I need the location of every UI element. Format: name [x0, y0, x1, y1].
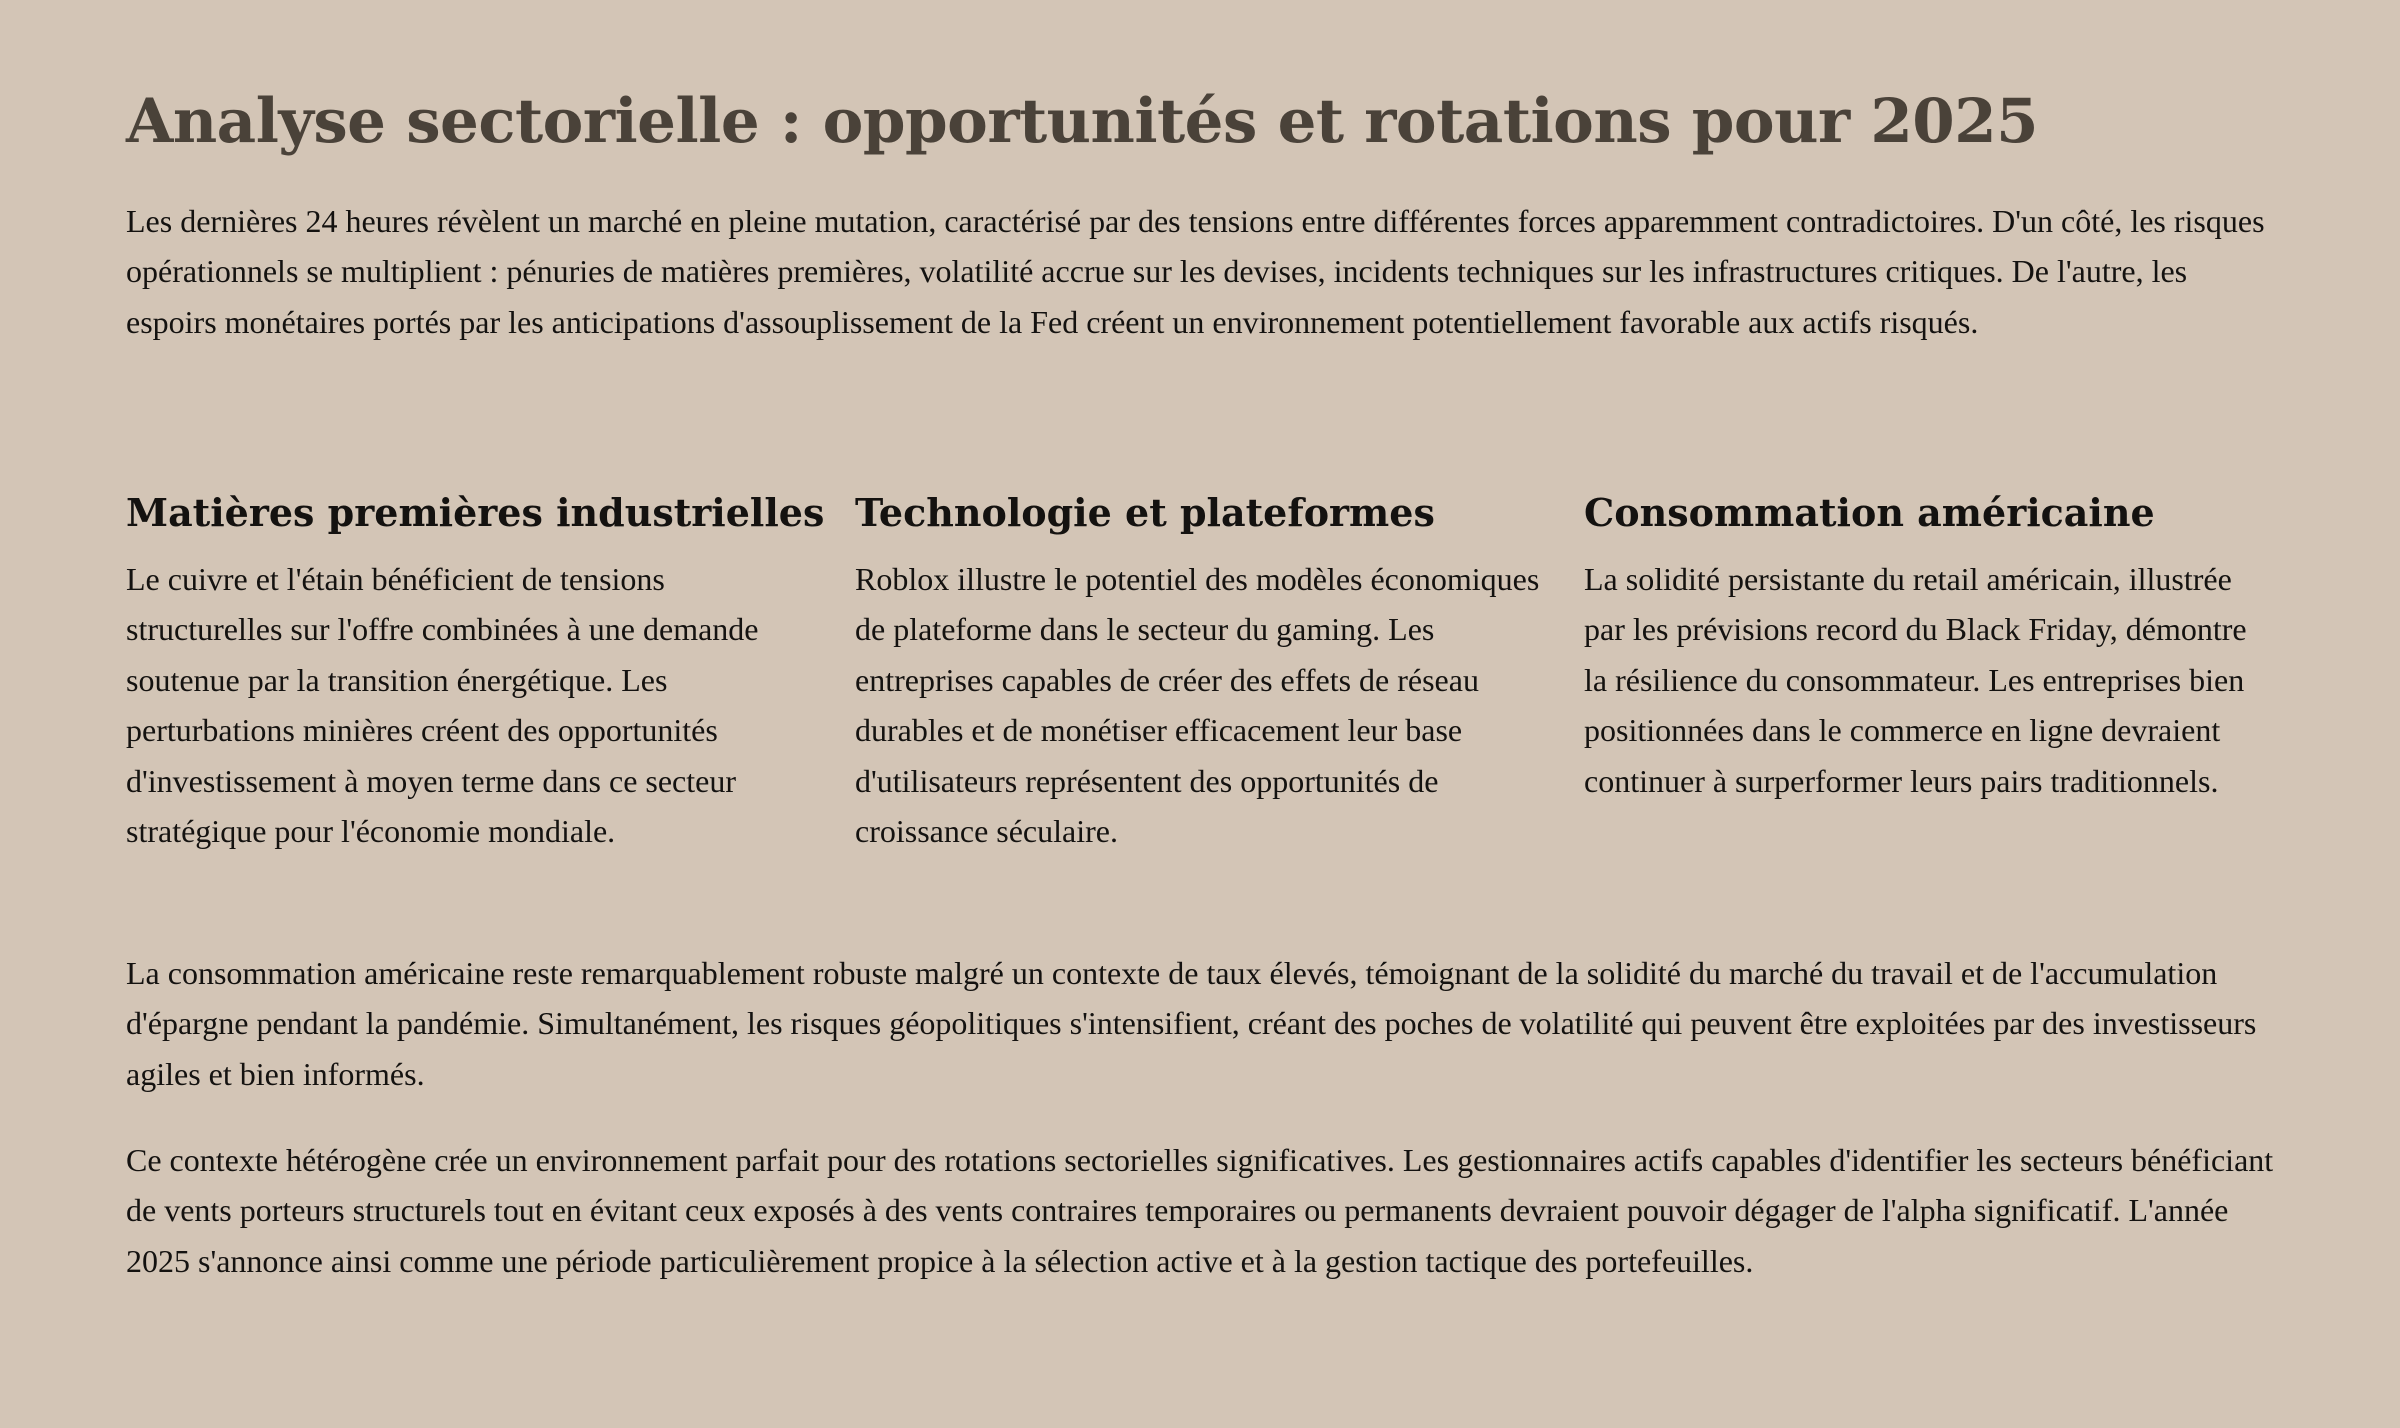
article [126, 72, 2274, 1279]
sector-text: Roblox illustre le potentiel des modèles économiques de plateforme dans le secteur du gaming. Les entreprises capables de créer des effets de réseau durables et de monétiser efficacement leur base d'utilisateurs représentent des opportunités de croissance séculaire. [855, 561, 1540, 850]
article-title: Analyse sectorielle : opportunités et rotations pour 2025 [126, 86, 2039, 157]
sector-column-commodities [126, 484, 825, 856]
sector-column-consumption [1584, 484, 2269, 856]
sector-text: La solidité persistante du retail américain, illustrée par les prévisions record du Black Friday, démontre la résilience du consommateur. Les entreprises bien positionnées dans le commerce en ligne devraient continuer à surperformer leurs pairs traditionnels. [1584, 561, 2247, 799]
sector-columns [126, 484, 2274, 856]
sector-heading: Consommation américaine [1584, 490, 2155, 535]
intro-paragraph: Les dernières 24 heures révèlent un marché en pleine mutation, caractérisé par des tensions entre différentes forces apparemment contradictoires. D'un côté, les risques opérationnels se multiplient : pénuries de matières premières, volatilité accrue sur les devises, incidents techniques sur les infrastructures critiques. De l'autre, les espoirs monétaires portés par les anticipations d'assouplissement de la Fed créent un environnement potentiellement favorable aux actifs risqués. [126, 203, 2265, 340]
sector-column-technology [855, 484, 1540, 856]
sector-heading: Matières premières industrielles [126, 490, 825, 535]
sector-text: Le cuivre et l'étain bénéficient de tensions structurelles sur l'offre combinées à une demande soutenue par la transition énergétique. Les perturbations minières créent des opportunités d'investissement à moyen terme dans ce secteur stratégique pour l'économie mondiale. [126, 561, 759, 850]
sector-heading: Technologie et plateformes [855, 490, 1435, 535]
conclusion-paragraph: Ce contexte hétérogène crée un environnement parfait pour des rotations sectorielles significatives. Les gestionnaires actifs capables d'identifier les secteurs bénéficiant de vents porteurs structurels tout en évitant ceux exposés à des vents contraires temporaires ou permanents devraient pouvoir dégager de l'alpha significatif. L'année 2025 s'annonce ainsi comme une période particulièrement propice à la sélection active et à la gestion tactique des portefeuilles. [126, 1142, 2274, 1279]
body-paragraph: La consommation américaine reste remarquablement robuste malgré un contexte de taux élevés, témoignant de la solidité du marché du travail et de l'accumulation d'épargne pendant la pandémie. Simultanément, les risques géopolitiques s'intensifient, créant des poches de volatilité qui peuvent être exploitées par des investisseurs agiles et bien informés. [126, 955, 2257, 1092]
